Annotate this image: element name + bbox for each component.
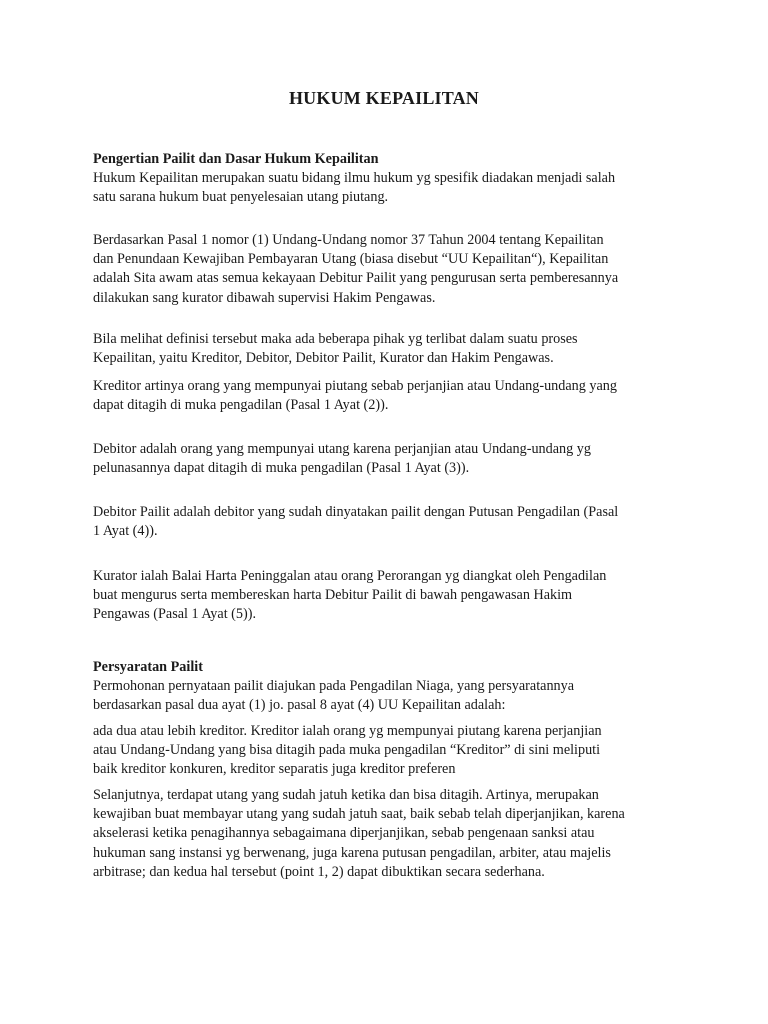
section-heading: Persyaratan Pailit bbox=[93, 659, 203, 675]
paragraph-line: dan Penundaan Kewajiban Pembayaran Utang (biasa disebut “UU Kepailitan“), Kepailitan bbox=[93, 251, 609, 268]
paragraph-line: adalah Sita awam atas semua kekayaan Debitur Pailit yang pengurusan serta pemberesannya bbox=[93, 270, 619, 287]
paragraph-line: dilakukan sang kurator dibawah supervisi Hakim Pengawas. bbox=[93, 289, 436, 306]
paragraph-line: buat mengurus serta membereskan harta Debitur Pailit di bawah pengawasan Hakim bbox=[93, 587, 573, 604]
paragraph-line: Berdasarkan Pasal 1 nomor (1) Undang-Undang nomor 37 Tahun 2004 tentang Kepailitan bbox=[93, 232, 604, 248]
paragraph-line: Kreditor artinya orang yang mempunyai piutang sebab perjanjian atau Undang-undang yang bbox=[93, 378, 617, 394]
section-pengertian bbox=[93, 150, 683, 208]
paragraph-kurator bbox=[93, 567, 683, 625]
paragraph-line: Permohonan pernyataan pailit diajukan pada Pengadilan Niaga, yang persyaratannya bbox=[93, 678, 575, 695]
paragraph-debitor bbox=[93, 440, 683, 478]
document-title: HUKUM KEPAILITAN bbox=[288, 88, 480, 108]
paragraph-line: kewajiban buat membayar utang yang sudah jatuh saat, baik sebab telah diperjanjikan, karena bbox=[93, 806, 625, 823]
paragraph-line: Debitor Pailit adalah debitor yang sudah dinyatakan pailit dengan Putusan Pengadilan (Pasal bbox=[93, 504, 619, 520]
paragraph-line: ada dua atau lebih kreditor. Kreditor ialah orang yg mempunyai piutang karena perjanjian bbox=[93, 723, 602, 739]
paragraph-line: hukuman sang instansi yg berwenang, juga karena putusan pengadilan, arbiter, atau majelis bbox=[93, 844, 611, 861]
paragraph-syarat-utang bbox=[93, 786, 683, 882]
paragraph-line: 1 Ayat (4)). bbox=[93, 523, 158, 540]
paragraph-line: Bila melihat definisi tersebut maka ada beberapa pihak yg terlibat dalam suatu proses bbox=[93, 331, 578, 347]
section-persyaratan bbox=[93, 658, 683, 716]
paragraph-debitor-pailit bbox=[93, 503, 683, 541]
paragraph-line: satu sarana hukum buat penyelesaian utang piutang. bbox=[93, 189, 389, 206]
paragraph-line: akselerasi ketika penagihannya sebagaimana diperjanjikan, sebab pengenaan sanksi atau bbox=[93, 825, 595, 842]
paragraph-line: Kurator ialah Balai Harta Peninggalan atau orang Perorangan yg diangkat oleh Pengadilan bbox=[93, 568, 607, 584]
paragraph-pihak-terlibat bbox=[93, 330, 683, 368]
paragraph-line: dapat ditagih di muka pengadilan (Pasal 1 Ayat (2)). bbox=[93, 397, 389, 414]
paragraph-kreditor bbox=[93, 377, 683, 415]
section-heading: Pengertian Pailit dan Dasar Hukum Kepailitan bbox=[93, 151, 379, 167]
paragraph-line: pelunasannya dapat ditagih di muka pengadilan (Pasal 1 Ayat (3)). bbox=[93, 460, 470, 477]
paragraph-line: Hukum Kepailitan merupakan suatu bidang ilmu hukum yg spesifik diadakan menjadi salah bbox=[93, 170, 616, 187]
paragraph-syarat-kreditor bbox=[93, 722, 683, 780]
paragraph-line: Kepailitan, yaitu Kreditor, Debitor, Debitor Pailit, Kurator dan Hakim Pengawas. bbox=[93, 350, 554, 367]
paragraph-line: berdasarkan pasal dua ayat (1) jo. pasal 8 ayat (4) UU Kepailitan adalah: bbox=[93, 697, 506, 714]
paragraph-line: arbitrase; dan kedua hal tersebut (point 1, 2) dapat dibuktikan secara sederhana. bbox=[93, 863, 545, 880]
paragraph-line: Debitor adalah orang yang mempunyai utang karena perjanjian atau Undang-undang yg bbox=[93, 441, 591, 457]
paragraph-definisi-kepailitan bbox=[93, 231, 683, 308]
paragraph-line: atau Undang-Undang yang bisa ditagih pada muka pengadilan “Kreditor” di sini meliputi bbox=[93, 742, 601, 759]
paragraph-line: Selanjutnya, terdapat utang yang sudah jatuh ketika dan bisa ditagih. Artinya, merupakan bbox=[93, 787, 599, 803]
paragraph-line: Pengawas (Pasal 1 Ayat (5)). bbox=[93, 606, 256, 623]
paragraph-line: baik kreditor konkuren, kreditor separatis juga kreditor preferen bbox=[93, 761, 456, 778]
